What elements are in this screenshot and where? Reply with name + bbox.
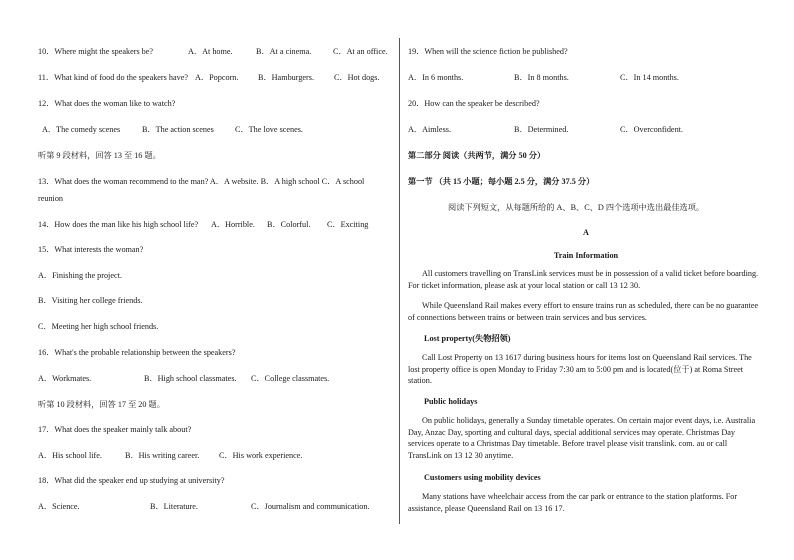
q11-option-b: B．Hamburgers. — [258, 73, 315, 82]
q18-option-b: B．Literature. — [150, 502, 198, 511]
q11-stem: 11．What kind of food do the speakers have? — [38, 73, 188, 82]
paragraph-tickets: All customers travelling on TransLink services must be in possession of a valid ticket before boarding. For ticket information, please ask at your local station or call 13 12 30. — [408, 269, 759, 290]
q10-option-a: A．At home. — [188, 47, 233, 56]
q20-option-c: C．Overconfident. — [620, 125, 683, 134]
q19-option-b: B．In 8 months. — [514, 73, 569, 82]
q15-option-a: A．Finishing the project. — [38, 271, 122, 280]
q19-stem: 19．When will the science fiction be published? — [408, 47, 568, 56]
heading-mobility-devices: Customers using mobility devices — [424, 473, 541, 482]
q18-stem: 18．What did the speaker end up studying at university? — [38, 476, 225, 485]
left-column — [38, 0, 390, 560]
heading-lost-property: Lost property(失物招领) — [424, 334, 511, 343]
q16-option-b: B．High school classmates. — [144, 374, 237, 383]
q11-option-c: C．Hot dogs. — [334, 73, 380, 82]
q10-stem: 10．Where might the speakers be? — [38, 47, 154, 56]
q14-option-b: B．Colorful. — [267, 220, 311, 229]
q14-option-a: A．Horrible. — [211, 220, 255, 229]
q14-stem: 14．How does the man like his high school life? — [38, 220, 199, 229]
part-2-heading: 第二部分 阅读（共两节，满分 50 分） — [408, 151, 546, 160]
q16-option-c: C．College classmates. — [251, 374, 330, 383]
q18-option-c: C．Journalism and communication. — [251, 502, 370, 511]
q17-option-b: B．His writing career. — [125, 451, 200, 460]
q12-stem: 12．What does the woman like to watch? — [38, 99, 176, 108]
heading-public-holidays: Public holidays — [424, 397, 478, 406]
section-9-header: 听第 9 段材料，回答 13 至 16 题。 — [38, 151, 161, 160]
passage-letter: A — [583, 228, 589, 237]
q15-option-c: C．Meeting her high school friends. — [38, 322, 159, 331]
paragraph-connections: While Queensland Rail makes every effort to ensure trains run as scheduled, there can be no guarantee of connections between trains or between train services and bus services. — [408, 301, 759, 322]
q11-option-a: A．Popcorn. — [195, 73, 239, 82]
q13-line1: 13．What does the woman recommend to the man? A．A website. B．A high school C．A school — [38, 177, 365, 186]
q12-option-b: B．The action scenes — [142, 125, 214, 134]
q20-stem: 20．How can the speaker be described? — [408, 99, 540, 108]
q16-option-a: A．Workmates. — [38, 374, 92, 383]
q14-option-c: C．Exciting — [327, 220, 369, 229]
right-column — [408, 0, 764, 560]
paragraph-public-holidays: On public holidays, generally a Sunday timetable operates. On certain major event days, i.e. Australia Day, Anzac Day, sporting and cultural days, special additional services may operate. Christmas Day services operate to a Christmas Day timetable. Before travel please visit translink. com. au or call TransLink on 13 12 30 anytime. — [408, 416, 756, 460]
q17-option-a: A．His school life. — [38, 451, 102, 460]
paragraph-mobility-devices: Many stations have wheelchair access from the car park or entrance to the station platforms. For assistance, please Queensland Rail on 13 16 17. — [408, 492, 738, 513]
q10-option-c: C．At an office. — [333, 47, 388, 56]
section-1-heading: 第一节 （共 15 小题；每小题 2.5 分，满分 37.5 分） — [408, 177, 595, 186]
passage-title: Train Information — [553, 251, 619, 260]
q20-option-a: A．Aimless. — [408, 125, 451, 134]
column-divider — [399, 38, 400, 524]
q19-option-a: A．In 6 months. — [408, 73, 464, 82]
q10-option-b: B．At a cinema. — [256, 47, 312, 56]
q15-stem: 15．What interests the woman? — [38, 245, 144, 254]
q12-option-a: A．The comedy scenes — [42, 125, 121, 134]
section-10-header: 听第 10 段材料，回答 17 至 20 题。 — [38, 400, 165, 409]
q13-line2: reunion — [38, 194, 64, 203]
q12-option-c: C．The love scenes. — [235, 125, 303, 134]
q17-option-c: C．His work experience. — [219, 451, 303, 460]
q15-option-b: B．Visiting her college friends. — [38, 296, 143, 305]
paragraph-lost-property: Call Lost Property on 13 1617 during business hours for items lost on Queensland Rail services. The lost property office is open Monday to Friday 7:30 am to 5:00 pm and is located(位于) at Roma Street station. — [408, 353, 752, 385]
q18-option-a: A．Science. — [38, 502, 80, 511]
q20-option-b: B．Determined. — [514, 125, 569, 134]
q17-stem: 17．What does the speaker mainly talk about? — [38, 425, 192, 434]
reading-instruction: 阅读下列短文，从每题所给的 A、B、C、D 四个选项中选出最佳选项。 — [448, 203, 705, 212]
q19-option-c: C．In 14 months. — [620, 73, 679, 82]
q16-stem: 16．What's the probable relationship between the speakers? — [38, 348, 236, 357]
